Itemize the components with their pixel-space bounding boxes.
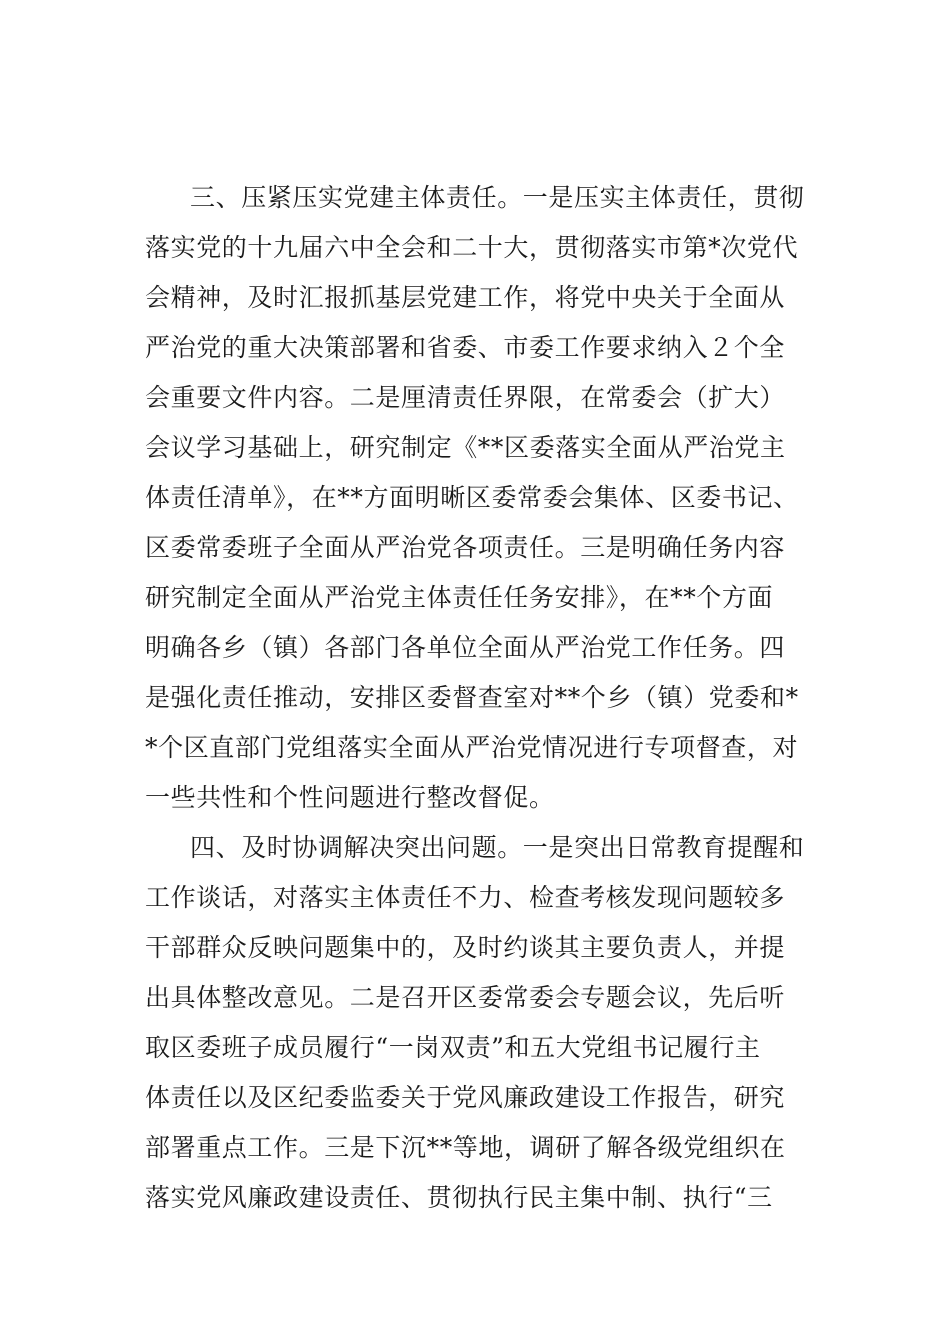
paragraph-line: 工作谈话，对落实主体责任不力、检查考核发现问题较多	[145, 883, 786, 912]
paragraph-line: 取区委班子成员履行“一岗双责”和五大党组书记履行主	[145, 1033, 761, 1062]
paragraph-line: 会重要文件内容。二是厘清责任界限，在常委会（扩大）	[145, 383, 786, 412]
paragraph-line: 四、及时协调解决突出问题。一是突出日常教育提醒和	[190, 833, 805, 862]
paragraph-line: 是强化责任推动，安排区委督查室对**个乡（镇）党委和*	[145, 683, 799, 712]
paragraph-line: 研究制定全面从严治党主体责任任务安排》，在**个方面	[145, 583, 774, 612]
paragraph-line: 干部群众反映问题集中的，及时约谈其主要负责人，并提	[145, 933, 786, 962]
paragraph-line: 一些共性和个性问题进行整改督促。	[145, 783, 555, 812]
paragraph-line: 会议学习基础上，研究制定《**区委落实全面从严治党主	[145, 433, 786, 462]
paragraph-line: 三、压紧压实党建主体责任。一是压实主体责任，贯彻	[190, 183, 805, 212]
paragraph-line: 落实党的十九届六中全会和二十大，贯彻落实市第*次党代	[145, 233, 799, 262]
paragraph-line: 体责任清单》，在**方面明晰区委常委会集体、区委书记、	[145, 483, 799, 512]
paragraph-line: 体责任以及区纪委监委关于党风廉政建设工作报告，研究	[145, 1083, 786, 1112]
paragraph-line: 部署重点工作。三是下沉**等地，调研了解各级党组织在	[145, 1133, 786, 1162]
paragraph-line: 落实党风廉政建设责任、贯彻执行民主集中制、执行“三	[145, 1183, 773, 1212]
paragraph-line: 区委常委班子全面从严治党各项责任。三是明确任务内容	[145, 533, 786, 562]
paragraph-line: *个区直部门党组落实全面从严治党情况进行专项督查，对	[145, 733, 799, 762]
paragraph-line: 会精神，及时汇报抓基层党建工作，将党中央关于全面从	[145, 283, 786, 312]
paragraph-line: 出具体整改意见。二是召开区委常委会专题会议，先后听	[145, 983, 786, 1012]
paragraph-line: 明确各乡（镇）各部门各单位全面从严治党工作任务。四	[145, 633, 786, 662]
paragraph-line: 严治党的重大决策部署和省委、市委工作要求纳入２个全	[145, 333, 786, 362]
